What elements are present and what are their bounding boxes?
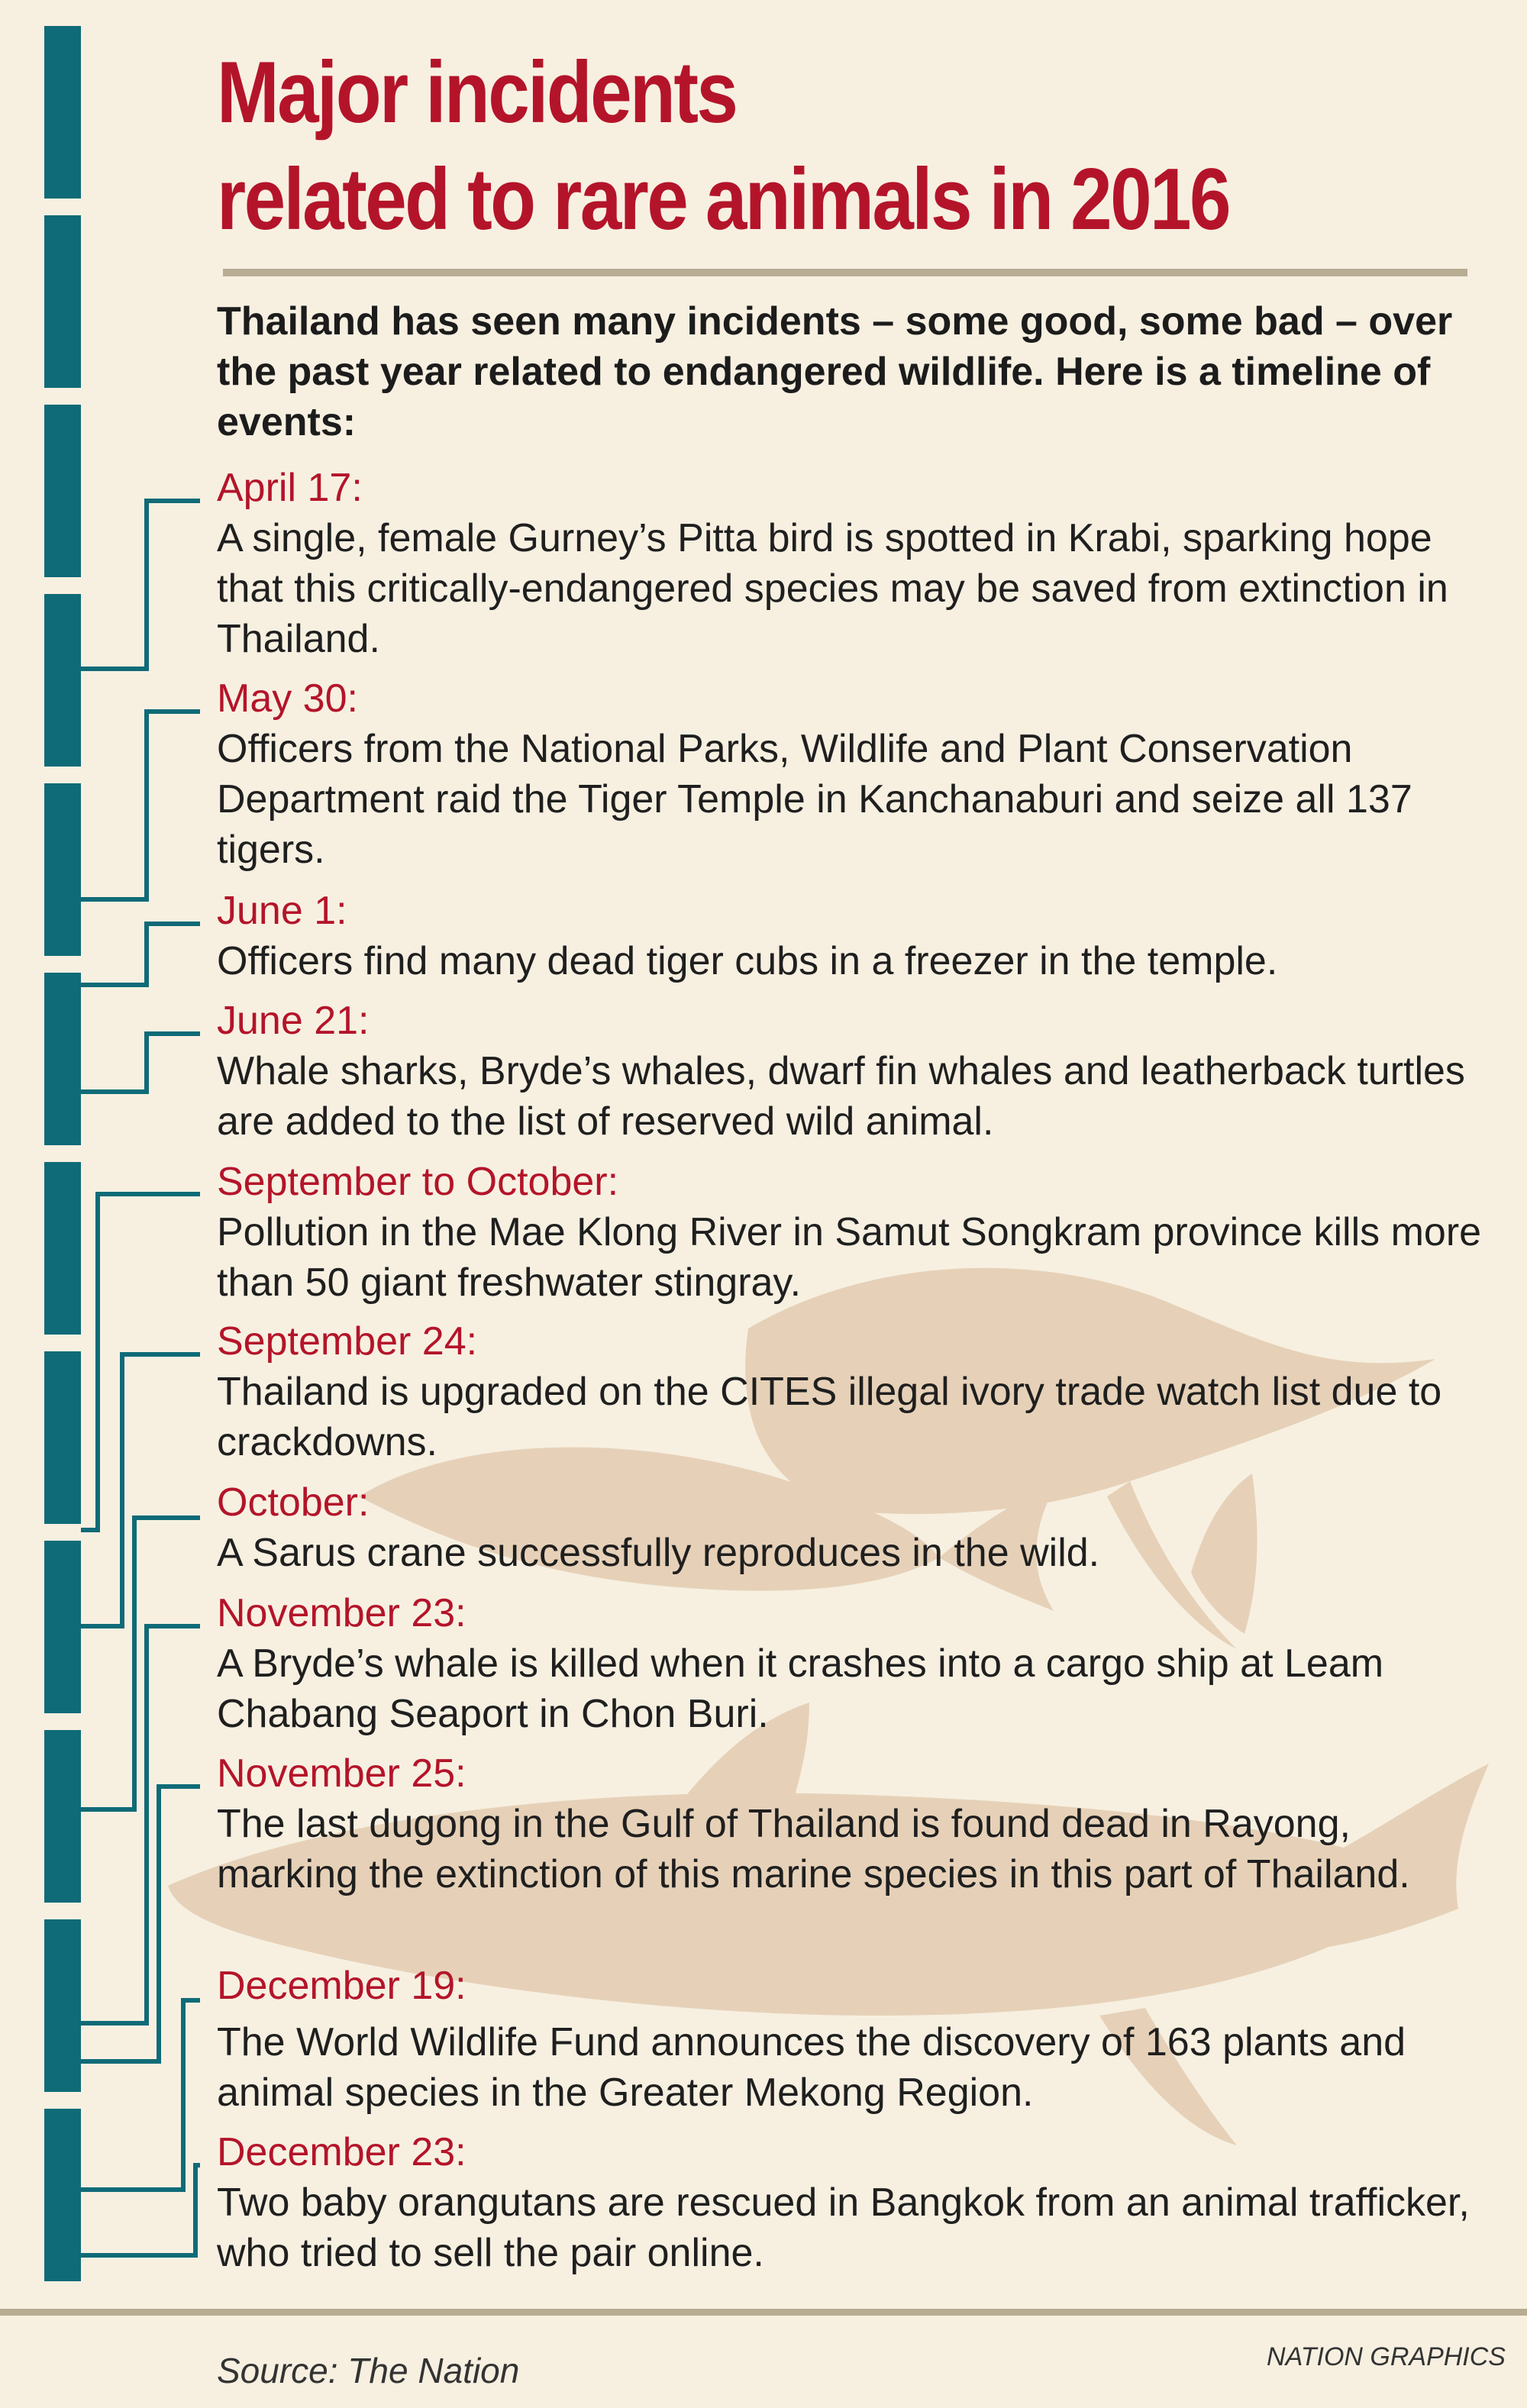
timeline-bar-segment (44, 2109, 81, 2281)
bottom-divider (0, 2309, 1527, 2316)
event-date: December 23: (217, 2130, 466, 2174)
event-date: December 19: (217, 1964, 466, 2008)
event-description: A Sarus crane successfully reproduces in the wild. (217, 1531, 1100, 1575)
timeline-bar (44, 26, 81, 2281)
timeline-bar-segment (44, 26, 81, 199)
event-entry (217, 1477, 1500, 1578)
event-date: April 17: (217, 466, 363, 510)
timeline-connector (81, 1194, 200, 1530)
timeline-bar-segment (44, 215, 81, 388)
event-description: Thailand is upgraded on the CITES illegal ivory trade watch list due to crackdowns. (217, 1370, 1442, 1464)
timeline-bar-segment (44, 783, 81, 956)
event-entry (217, 996, 1500, 1147)
event-description: Two baby orangutans are rescued in Bangkok from an animal trafficker, who tried to sell the pair online. (217, 2180, 1470, 2275)
event-description: Officers from the National Parks, Wildlife and Plant Conservation Department raid the Tiger Temple in Kanchanaburi and seize all 137 tigers. (217, 727, 1412, 872)
timeline-bar-segment (44, 1919, 81, 2092)
title-line-2: related to rare animals in 2016 (217, 151, 1229, 248)
timeline-connector (81, 1034, 200, 1092)
event-entry (217, 1588, 1500, 1739)
event-description: The World Wildlife Fund announces the discovery of 163 plants and animal species in the Greater Mekong Region. (217, 2020, 1406, 2115)
event-entry (217, 1961, 1500, 2118)
event-date: September 24: (217, 1319, 478, 1364)
timeline-bar-segment (44, 1351, 81, 1524)
timeline-connector (81, 2000, 200, 2190)
page-title (217, 40, 1300, 253)
intro-paragraph: Thailand has seen many incidents – some good, some bad – over the past year related to endangered wildlife. Here is a timeline of events: (217, 299, 1453, 444)
event-entry (217, 1316, 1500, 1467)
timeline-connector (81, 501, 200, 669)
event-date: May 30: (217, 676, 358, 721)
event-entry (217, 463, 1500, 664)
timeline-bar-segment (44, 594, 81, 767)
timeline-bar-segment (44, 1541, 81, 1713)
timeline-bar-segment (44, 1730, 81, 1903)
title-line-1: Major incidents (217, 44, 737, 141)
timeline-connector (81, 1626, 200, 2023)
event-entry (217, 886, 1500, 986)
event-date: November 23: (217, 1591, 466, 1635)
event-entry (217, 673, 1500, 875)
source-credit: Source: The Nation (217, 2351, 520, 2390)
timeline-bar-segment (44, 1162, 81, 1335)
event-date: September to October: (217, 1160, 619, 1204)
event-date: November 25: (217, 1751, 466, 1796)
timeline-bar-segment (44, 973, 81, 1145)
timeline-bar-segment (44, 405, 81, 577)
event-entry (217, 1157, 1500, 1308)
timeline-connector (81, 712, 200, 899)
event-description: A single, female Gurney’s Pitta bird is spotted in Krabi, sparking hope that this critically-endangered species may be saved from extinction in Thailand. (217, 516, 1448, 661)
event-entry (217, 1748, 1500, 1900)
graphics-credit: NATION GRAPHICS (1267, 2342, 1506, 2371)
event-description: Whale sharks, Bryde’s whales, dwarf fin whales and leatherback turtles are added to the list of reserved wild animal. (217, 1049, 1465, 1144)
timeline-connector (81, 924, 200, 985)
event-description: A Bryde’s whale is killed when it crashes into a cargo ship at Leam Chabang Seaport in Chon Buri. (217, 1641, 1384, 1736)
event-date: October: (217, 1480, 370, 1525)
event-description: Officers find many dead tiger cubs in a freezer in the temple. (217, 939, 1278, 983)
event-entry (217, 2127, 1500, 2278)
event-description: The last dugong in the Gulf of Thailand is found dead in Rayong, marking the extinction of this marine species in this part of Thailand. (217, 1802, 1410, 1896)
timeline-connector (81, 1518, 200, 1809)
event-description: Pollution in the Mae Klong River in Samut Songkram province kills more than 50 giant freshwater stingray. (217, 1210, 1482, 1305)
event-date: June 21: (217, 999, 370, 1043)
timeline-connectors (81, 501, 200, 2255)
event-date: June 1: (217, 889, 347, 933)
top-divider (223, 269, 1467, 276)
